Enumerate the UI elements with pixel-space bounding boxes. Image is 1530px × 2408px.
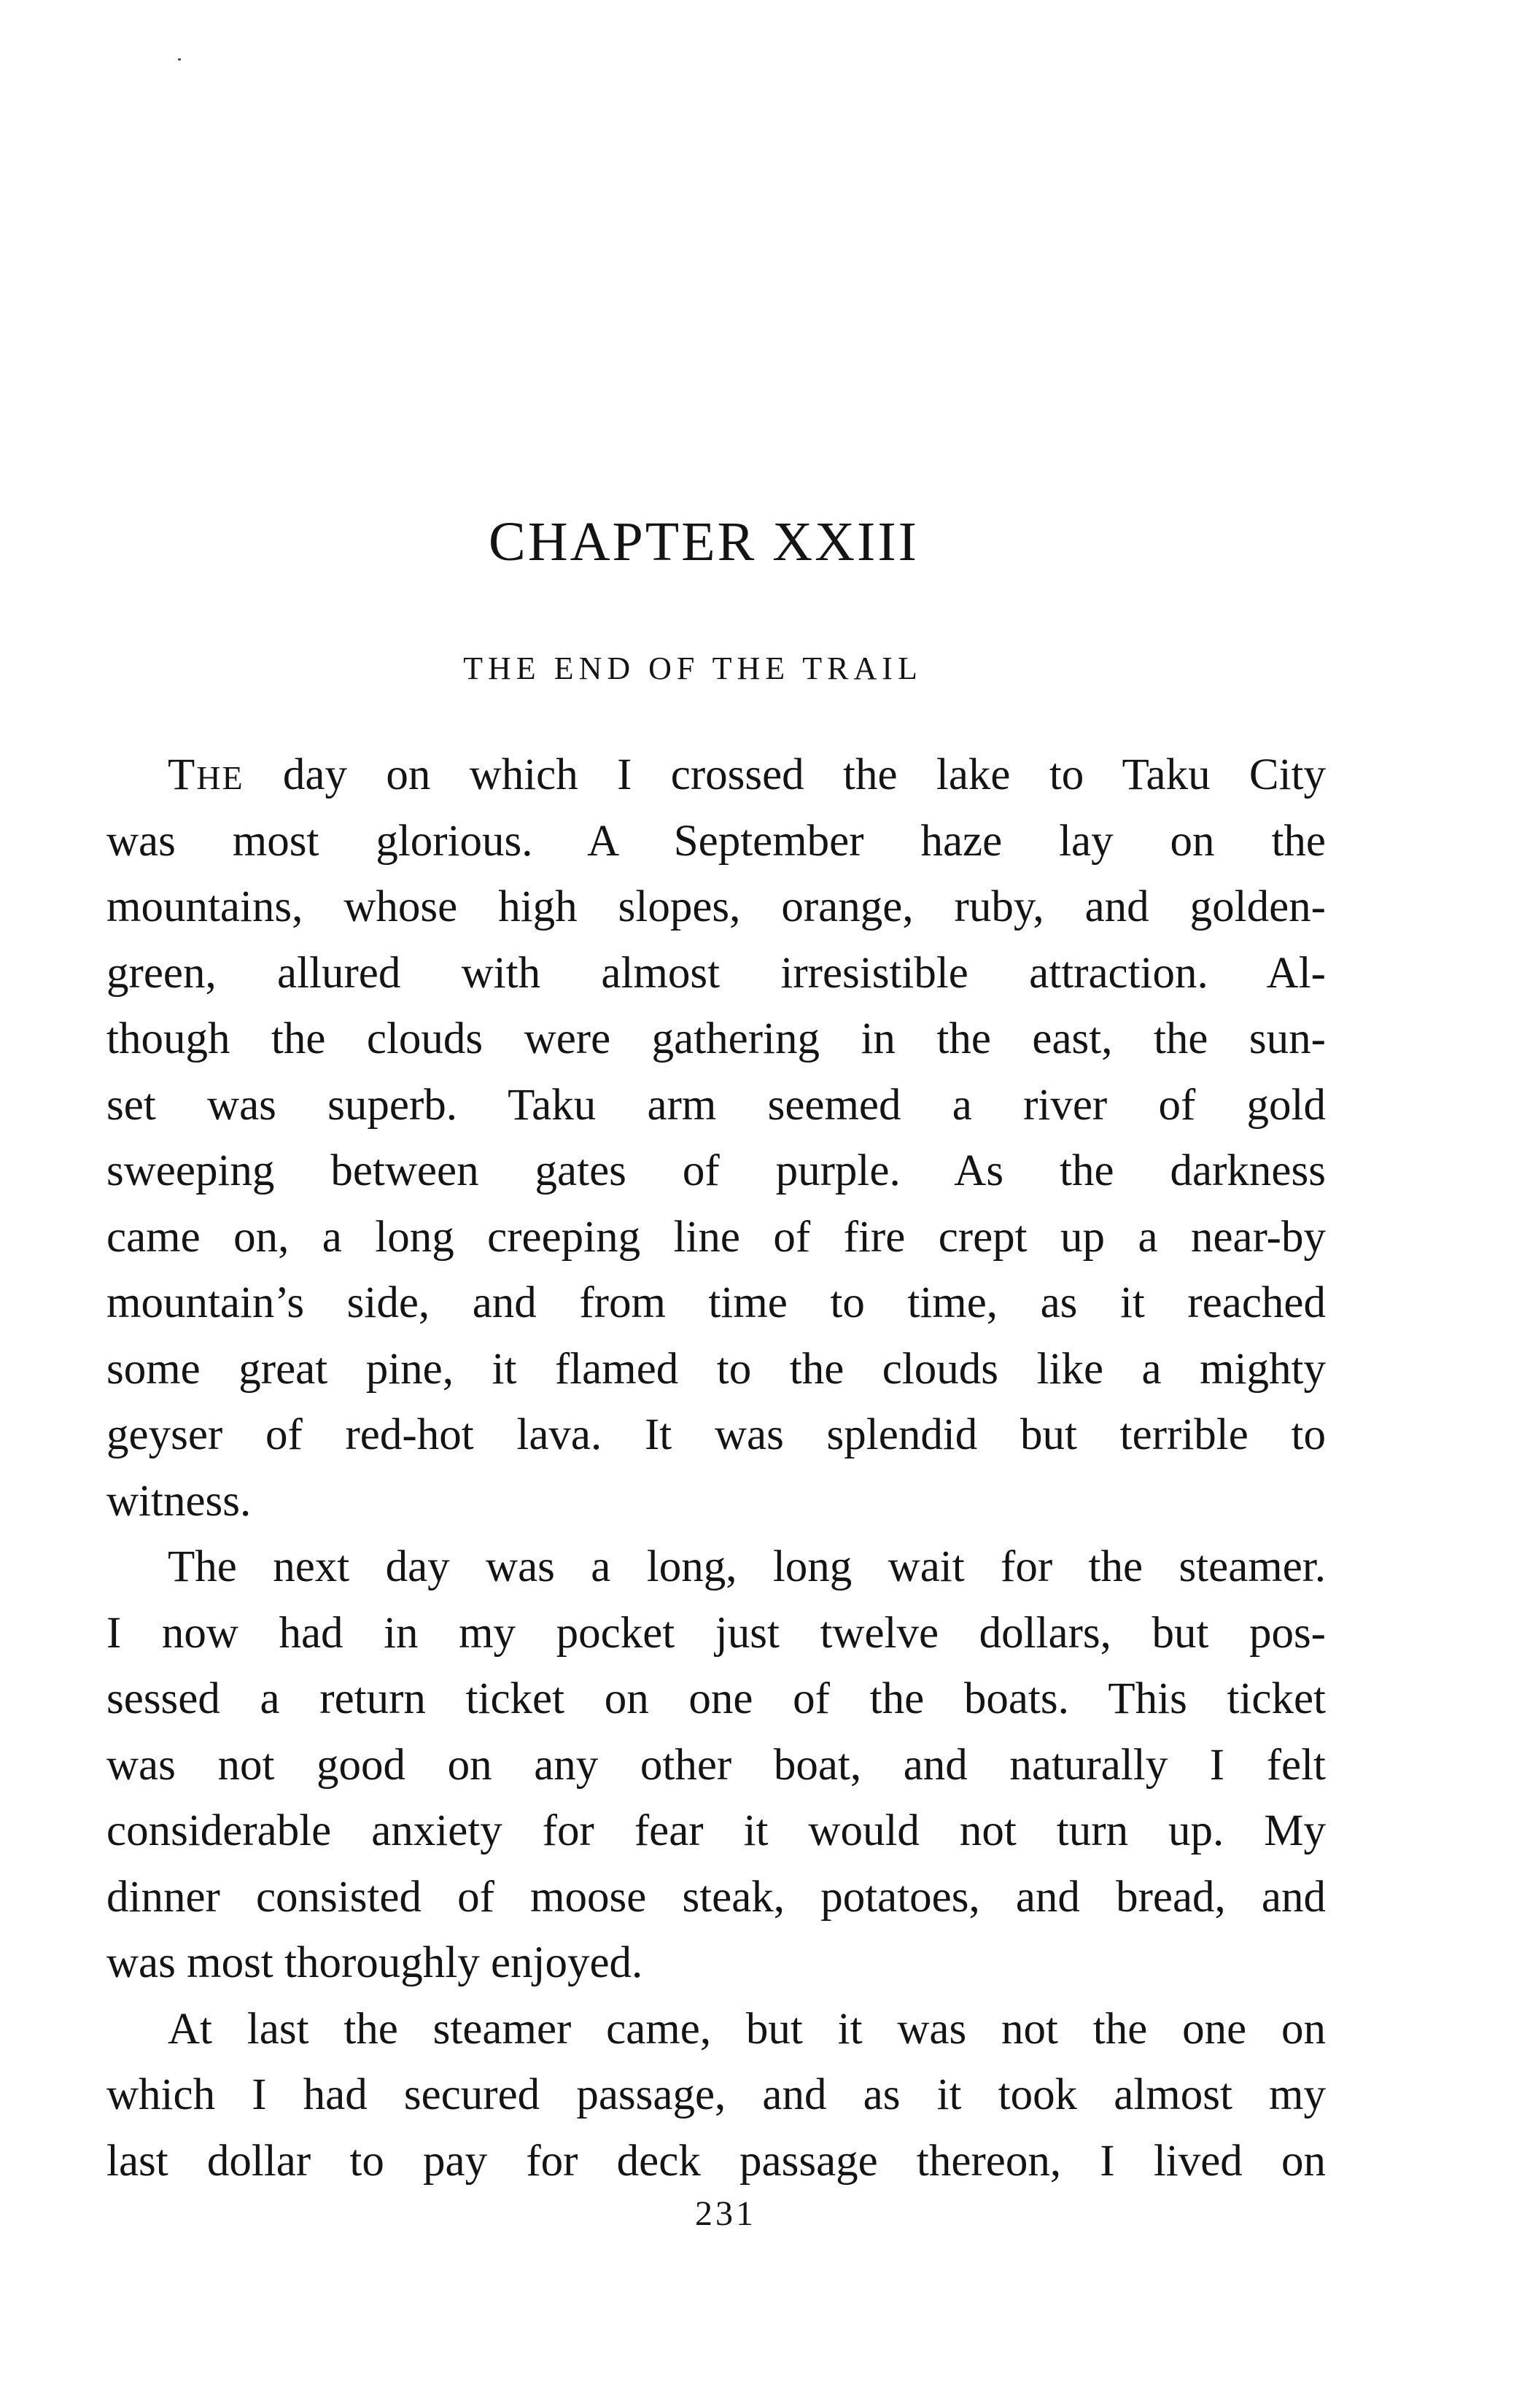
text-line: dinner consisted of moose steak, potatoes, and bread, and [106,1872,1326,1922]
body-text [106,742,1326,2194]
text-line: I now had in my pocket just twelve dollars, but pos- [106,1608,1326,1658]
text-line: sessed a return ticket on one of the boats. This ticket [106,1674,1326,1723]
text-line: witness. [106,1476,252,1526]
text-line [106,742,1326,809]
text-line: The next day was a long, long wait for the steamer. [168,1542,1326,1591]
text-line: came on, a long creeping line of fire crept up a near-by [106,1212,1326,1262]
text-line: green, allured with almost irresistible attraction. Al- [106,948,1326,998]
text-line: mountain’s side, and from time to time, as it reached [106,1278,1326,1327]
text-line: geyser of red-hot lava. It was splendid but terrible to [106,1410,1326,1459]
paragraph [106,1997,1326,2195]
text-line: was most thoroughly enjoyed. [106,1938,643,1987]
paragraph [106,742,1326,1534]
text-line: set was superb. Taku arm seemed a river of gold [106,1080,1326,1130]
text-line-content: day on which I crossed the lake to Taku City [244,750,1326,799]
text-line: which I had secured passage, and as it took almost my [106,2070,1326,2119]
text-line: mountains, whose high slopes, orange, ruby, and golden- [106,882,1326,931]
small-caps-initial: T [168,750,197,799]
paragraph [106,1534,1326,1997]
text-line: was most glorious. A September haze lay on the [106,816,1326,866]
text-line: though the clouds were gathering in the east, the sun- [106,1014,1326,1063]
text-line: considerable anxiety for fear it would not turn up. My [106,1806,1326,1855]
text-line: was not good on any other boat, and naturally I felt [106,1740,1326,1790]
text-line: At last the steamer came, but it was not the one on [168,2004,1326,2054]
page-number: 231 [695,2194,756,2233]
text-line: some great pine, it flamed to the clouds like a mighty [106,1344,1326,1394]
text-line: sweeping between gates of purple. As the darkness [106,1146,1326,1195]
chapter-subtitle: THE END OF THE TRAIL [463,650,923,686]
print-speck [178,58,181,61]
small-caps-rest: HE [196,759,244,796]
chapter-title: CHAPTER XXIII [489,511,919,572]
text-line: last dollar to pay for deck passage thereon, I lived on [106,2136,1326,2186]
